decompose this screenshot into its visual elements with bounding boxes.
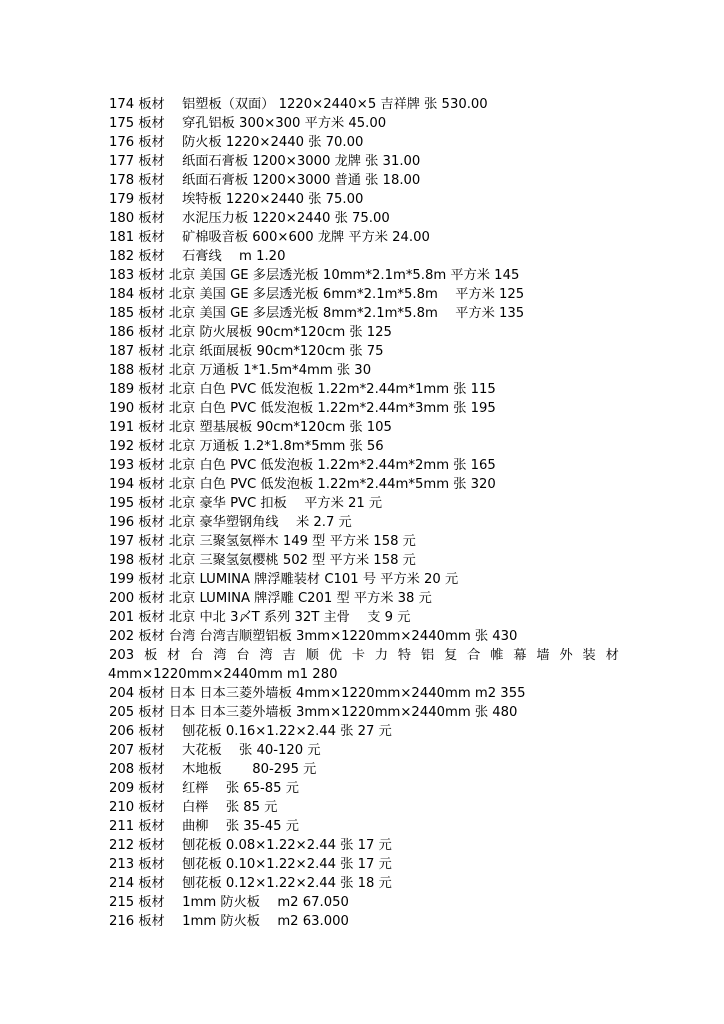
list-line-207: 207 板材 大花板 张 40-120 元 <box>109 743 321 758</box>
list-line-176: 176 板材 防火板 1220×2440 张 70.00 <box>109 135 364 150</box>
list-line-208: 208 板材 木地板 80-295 元 <box>109 762 317 777</box>
justified-token: 装 <box>582 648 596 663</box>
justified-token: 材 <box>605 648 619 663</box>
list-line-201: 201 板材 北京 中北 3〆T 系列 32T 主骨 支 9 元 <box>109 610 411 625</box>
list-line-181: 181 板材 矿棉吸音板 600×600 龙牌 平方米 24.00 <box>109 230 430 245</box>
justified-token: 顺 <box>305 648 319 663</box>
list-line-209: 209 板材 红榉 张 65-85 元 <box>109 781 299 796</box>
list-line-200: 200 板材 北京 LUMINA 牌浮雕 C201 型 平方米 38 元 <box>109 591 432 606</box>
justified-token: 优 <box>328 648 342 663</box>
justified-token: 铝 <box>421 648 435 663</box>
justified-token: 力 <box>374 648 389 663</box>
list-line-184: 184 板材 北京 美国 GE 多层透光板 6mm*2.1m*5.8m 平方米 125 <box>109 287 525 302</box>
list-line-180: 180 板材 水泥压力板 1220×2440 张 75.00 <box>109 211 390 226</box>
justified-token: 湾 <box>259 648 273 663</box>
list-line-199: 199 板材 北京 LUMINA 牌浮雕装材 C101 号 平方米 20 元 <box>109 572 459 587</box>
list-line-179: 179 板材 埃特板 1220×2440 张 75.00 <box>109 192 364 207</box>
list-line-187: 187 板材 北京 纸面展板 90cm*120cm 张 75 <box>109 344 384 359</box>
justified-token: 幕 <box>513 648 527 663</box>
list-line-189: 189 板材 北京 白色 PVC 低发泡板 1.22m*2.44m*1mm 张 115 <box>109 382 496 397</box>
list-line-182: 182 板材 石膏线 m 1.20 <box>109 249 286 264</box>
justified-token: 帷 <box>490 648 504 663</box>
justified-token: 板 <box>144 648 158 663</box>
list-line-210: 210 板材 白榉 张 85 元 <box>109 800 278 815</box>
justified-token: 特 <box>397 648 412 663</box>
justified-token: 台 <box>236 648 250 663</box>
list-line-190: 190 板材 北京 白色 PVC 低发泡板 1.22m*2.44m*3mm 张 195 <box>109 401 496 416</box>
justified-token: 203 <box>109 648 135 663</box>
justified-token: 湾 <box>213 648 227 663</box>
justified-token: 材 <box>167 648 181 663</box>
list-line-202: 202 板材 台湾 台湾吉顺塑铝板 3mm×1220mm×2440mm 张 430 <box>109 629 518 644</box>
list-line-205: 205 板材 日本 日本三菱外墙板 3mm×1220mm×2440mm 张 480 <box>109 705 518 720</box>
justified-token: 墙 <box>536 648 550 663</box>
justified-token: 外 <box>559 648 573 663</box>
list-line-214: 214 板材 刨花板 0.12×1.22×2.44 张 18 元 <box>109 876 392 891</box>
justified-token: 卡 <box>351 648 365 663</box>
list-line-195: 195 板材 北京 豪华 PVC 扣板 平方米 21 元 <box>109 496 383 511</box>
list-line-177: 177 板材 纸面石膏板 1200×3000 龙牌 张 31.00 <box>109 154 421 169</box>
list-line-191: 191 板材 北京 塑基展板 90cm*120cm 张 105 <box>109 420 392 435</box>
list-line-211: 211 板材 曲柳 张 35-45 元 <box>109 819 299 834</box>
list-line-194: 194 板材 北京 白色 PVC 低发泡板 1.22m*2.44m*5mm 张 320 <box>109 477 496 492</box>
list-line-204: 204 板材 日本 日本三菱外墙板 4mm×1220mm×2440mm m2 355 <box>109 686 526 701</box>
list-line-198: 198 板材 北京 三聚氢氨樱桃 502 型 平方米 158 元 <box>109 553 416 568</box>
list-line-215: 215 板材 1mm 防火板 m2 67.050 <box>109 895 349 910</box>
justified-token: 合 <box>467 648 481 663</box>
list-line-188: 188 板材 北京 万通板 1*1.5m*4mm 张 30 <box>109 363 372 378</box>
justified-token: 复 <box>444 648 458 663</box>
list-line-174: 174 板材 铝塑板（双面） 1220×2440×5 吉祥牌 张 530.00 <box>109 97 488 112</box>
list-line-206: 206 板材 刨花板 0.16×1.22×2.44 张 27 元 <box>109 724 392 739</box>
list-line-203 <box>109 646 619 665</box>
list-line-196: 196 板材 北京 豪华塑钢角线 米 2.7 元 <box>109 515 352 530</box>
list-line-203-continuation: 4mm×1220mm×2440mm m1 280 <box>108 667 338 682</box>
list-line-193: 193 板材 北京 白色 PVC 低发泡板 1.22m*2.44m*2mm 张 165 <box>109 458 496 473</box>
list-line-197: 197 板材 北京 三聚氢氨榉木 149 型 平方米 158 元 <box>109 534 416 549</box>
list-line-216: 216 板材 1mm 防火板 m2 63.000 <box>109 914 349 929</box>
list-line-213: 213 板材 刨花板 0.10×1.22×2.44 张 17 元 <box>109 857 392 872</box>
justified-token: 吉 <box>282 648 296 663</box>
list-line-175: 175 板材 穿孔铝板 300×300 平方米 45.00 <box>109 116 387 131</box>
list-line-183: 183 板材 北京 美国 GE 多层透光板 10mm*2.1m*5.8m 平方米 145 <box>109 268 520 283</box>
list-line-192: 192 板材 北京 万通板 1.2*1.8m*5mm 张 56 <box>109 439 384 454</box>
list-line-185: 185 板材 北京 美国 GE 多层透光板 8mm*2.1m*5.8m 平方米 135 <box>109 306 525 321</box>
list-line-212: 212 板材 刨花板 0.08×1.22×2.44 张 17 元 <box>109 838 392 853</box>
justified-token: 台 <box>190 648 204 663</box>
list-line-186: 186 板材 北京 防火展板 90cm*120cm 张 125 <box>109 325 392 340</box>
list-line-178: 178 板材 纸面石膏板 1200×3000 普通 张 18.00 <box>109 173 421 188</box>
price-list <box>109 95 619 931</box>
